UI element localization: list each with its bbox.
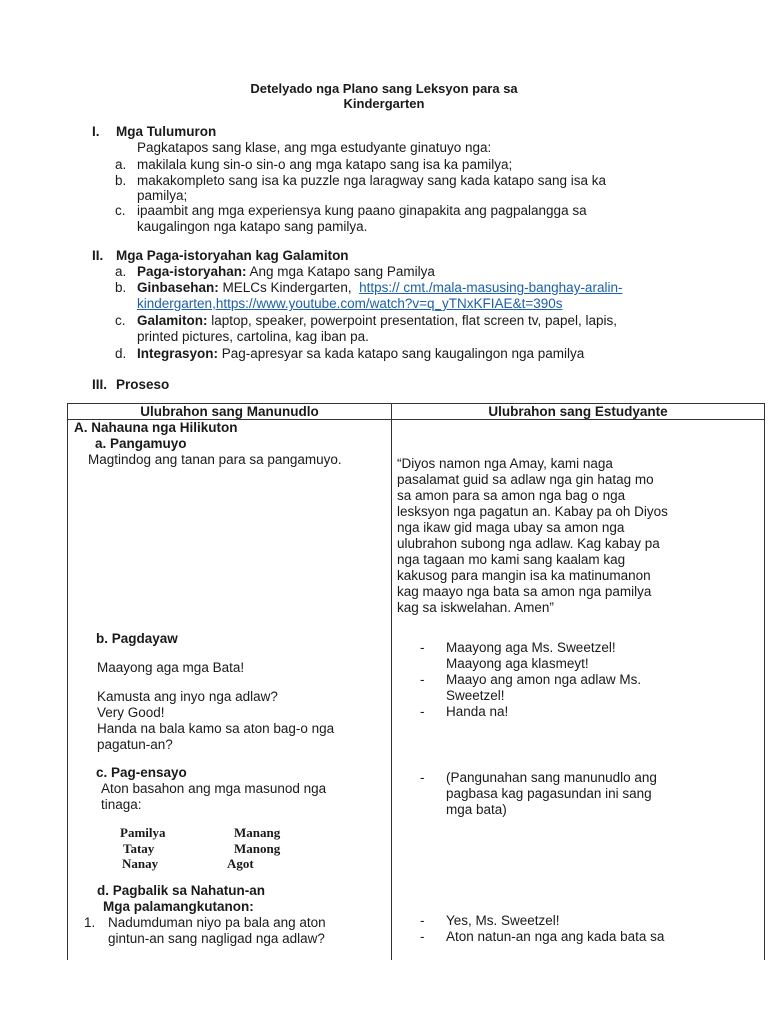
vocabulary-word: Tatay xyxy=(123,841,155,856)
teacher-reply: Very Good! xyxy=(97,705,165,720)
student-response: - Maayong aga Ms. Sweetzel! xyxy=(420,640,616,655)
student-response: - Maayo ang amon nga adlaw Ms. xyxy=(420,672,642,687)
section-1-intro: Pagkatapos sang klase, ang mga estudyante ginatuyo nga: xyxy=(137,140,492,155)
section-2-title: Mga Paga-istoryahan kag Galamiton xyxy=(116,248,349,263)
vocabulary-word: Manang xyxy=(234,825,281,840)
review-questions-label: Mga palamangkutanon: xyxy=(103,899,254,914)
section-3-number: III. xyxy=(92,377,108,392)
teacher-greeting: Maayong aga mga Bata! xyxy=(97,660,245,675)
section-3-heading xyxy=(92,377,169,392)
student-response-continued: Sweetzel! xyxy=(446,688,505,703)
vocabulary-word: Agot xyxy=(227,856,254,871)
review-heading: d. Pagbalik sa Nahatun-an xyxy=(97,883,266,898)
student-prayer-line: kakusog para mangin isa ka matinumanon xyxy=(397,568,651,583)
student-note-continued: mga bata) xyxy=(446,802,507,817)
practice-heading: c. Pag-ensayo xyxy=(96,765,187,780)
reference-item-continued xyxy=(137,296,562,311)
objective-item: b. makakompleto sang isa ka puzzle nga laragway sang kada katapo sang isa ka xyxy=(115,173,607,188)
youtube-link[interactable]: ,https://www.youtube.com/watch?v=q_yTNxKFIAE&t=390s xyxy=(212,296,563,311)
document-title-line1: Detelyado nga Plano sang Leksyon para sa xyxy=(250,81,518,96)
student-prayer-line: nga ikaw gid maga ubay sa amon nga xyxy=(397,520,625,535)
teacher-question: Handa na bala kamo sa aton bag-o nga xyxy=(97,721,335,736)
materials-item-continued: printed pictures, cartolina, kag iban pa. xyxy=(137,329,369,344)
student-note: - (Pangunahan sang manunudlo ang xyxy=(420,770,657,785)
teacher-column xyxy=(68,420,392,961)
process-table xyxy=(67,403,765,960)
student-column-header: Ulubrahon sang Estudyante xyxy=(392,404,765,420)
student-note-continued: pagbasa kag pagasundan ini sang xyxy=(446,786,652,801)
section-1-heading xyxy=(92,124,216,139)
student-prayer-line: pasalamat guid sa adlaw nga gin hatag mo xyxy=(397,472,654,487)
practice-instruction-continued: tinaga: xyxy=(101,797,142,812)
document-title-line2: Kindergarten xyxy=(343,96,425,111)
materials-item: c. Galamiton: laptop, speaker, powerpoint presentation, flat screen tv, papel, lapis, xyxy=(115,313,618,328)
student-prayer-line: ulubrahon subong nga adlaw. Kag kabay pa xyxy=(397,536,660,551)
section-1-number: I. xyxy=(92,124,100,139)
objective-item-continued: kaugalingon nga katapo sang pamilya. xyxy=(137,219,368,234)
objective-item-continued: pamilya; xyxy=(137,188,188,203)
greeting-heading: b. Pagdayaw xyxy=(96,631,178,646)
student-response: - Yes, Ms. Sweetzel! xyxy=(420,913,560,928)
practice-instruction: Aton basahon ang mga masunod nga xyxy=(101,781,327,796)
student-response: - Aton natun-an nga ang kada bata sa xyxy=(420,929,665,944)
student-prayer-line: kag sa iskwelahan. Amen” xyxy=(397,600,554,615)
review-question: Nadumduman niyo pa bala ang aton xyxy=(108,915,326,930)
objective-item: c. ipaambit ang mga experiensya kung paano ginapakita ang pagpalangga sa xyxy=(115,203,587,218)
section-3-title: Proseso xyxy=(116,377,170,392)
section-2-number: II. xyxy=(92,248,104,263)
reference-item: b. Ginbasehan: MELCs Kindergarten, https:// cmt./mala-masusing-banghay-aralin- xyxy=(115,280,623,295)
student-prayer-line: nga tagaan mo kami sang kaalam kag xyxy=(397,552,626,567)
prayer-heading: a. Pangamuyo xyxy=(95,436,187,451)
prayer-instruction: Magtindog ang tanan para sa pangamuyo. xyxy=(88,452,342,467)
reference-link[interactable]: https:// cmt./mala-masusing-banghay-aralin- xyxy=(359,280,623,295)
section-2-heading xyxy=(92,248,349,263)
activity-heading: A. Nahauna nga Hilikuton xyxy=(74,420,238,435)
student-column xyxy=(392,420,765,961)
objective-item: a. makilala kung sin-o sin-o ang mga katapo sang isa ka pamilya; xyxy=(115,157,513,172)
review-question-number: 1. xyxy=(84,915,96,930)
teacher-question-continued: pagatun-an? xyxy=(97,737,173,752)
integration-item: d. Integrasyon: Pag-apresyar sa kada katapo sang kaugalingon nga pamilya xyxy=(115,346,585,361)
student-response-continued: Maayong aga klasmeyt! xyxy=(446,656,589,671)
topic-item: a. Paga-istoryahan: Ang mga Katapo sang Pamilya xyxy=(115,264,435,279)
vocabulary-word: Nanay xyxy=(122,856,159,871)
section-1-title: Mga Tulumuron xyxy=(116,124,217,139)
review-question-continued: gintun-an sang nagligad nga adlaw? xyxy=(108,931,325,946)
reference-link[interactable]: kindergarten xyxy=(137,296,213,311)
teacher-question: Kamusta ang inyo nga adlaw? xyxy=(97,689,278,704)
vocabulary-word: Pamilya xyxy=(120,825,166,840)
vocabulary-word: Manong xyxy=(234,841,281,856)
student-prayer-line: “Diyos namon nga Amay, kami naga xyxy=(397,456,613,471)
student-prayer-line: kag maayo nga bata sa amon nga pamilya xyxy=(397,584,652,599)
student-response: - Handa na! xyxy=(420,704,509,719)
teacher-column-header: Ulubrahon sang Manunudlo xyxy=(68,404,392,420)
student-prayer-line: lesksyon nga pagatun an. Kabay pa oh Diyos xyxy=(397,504,668,519)
student-prayer-line: sa amon para sa amon nga bag o nga xyxy=(397,488,626,503)
